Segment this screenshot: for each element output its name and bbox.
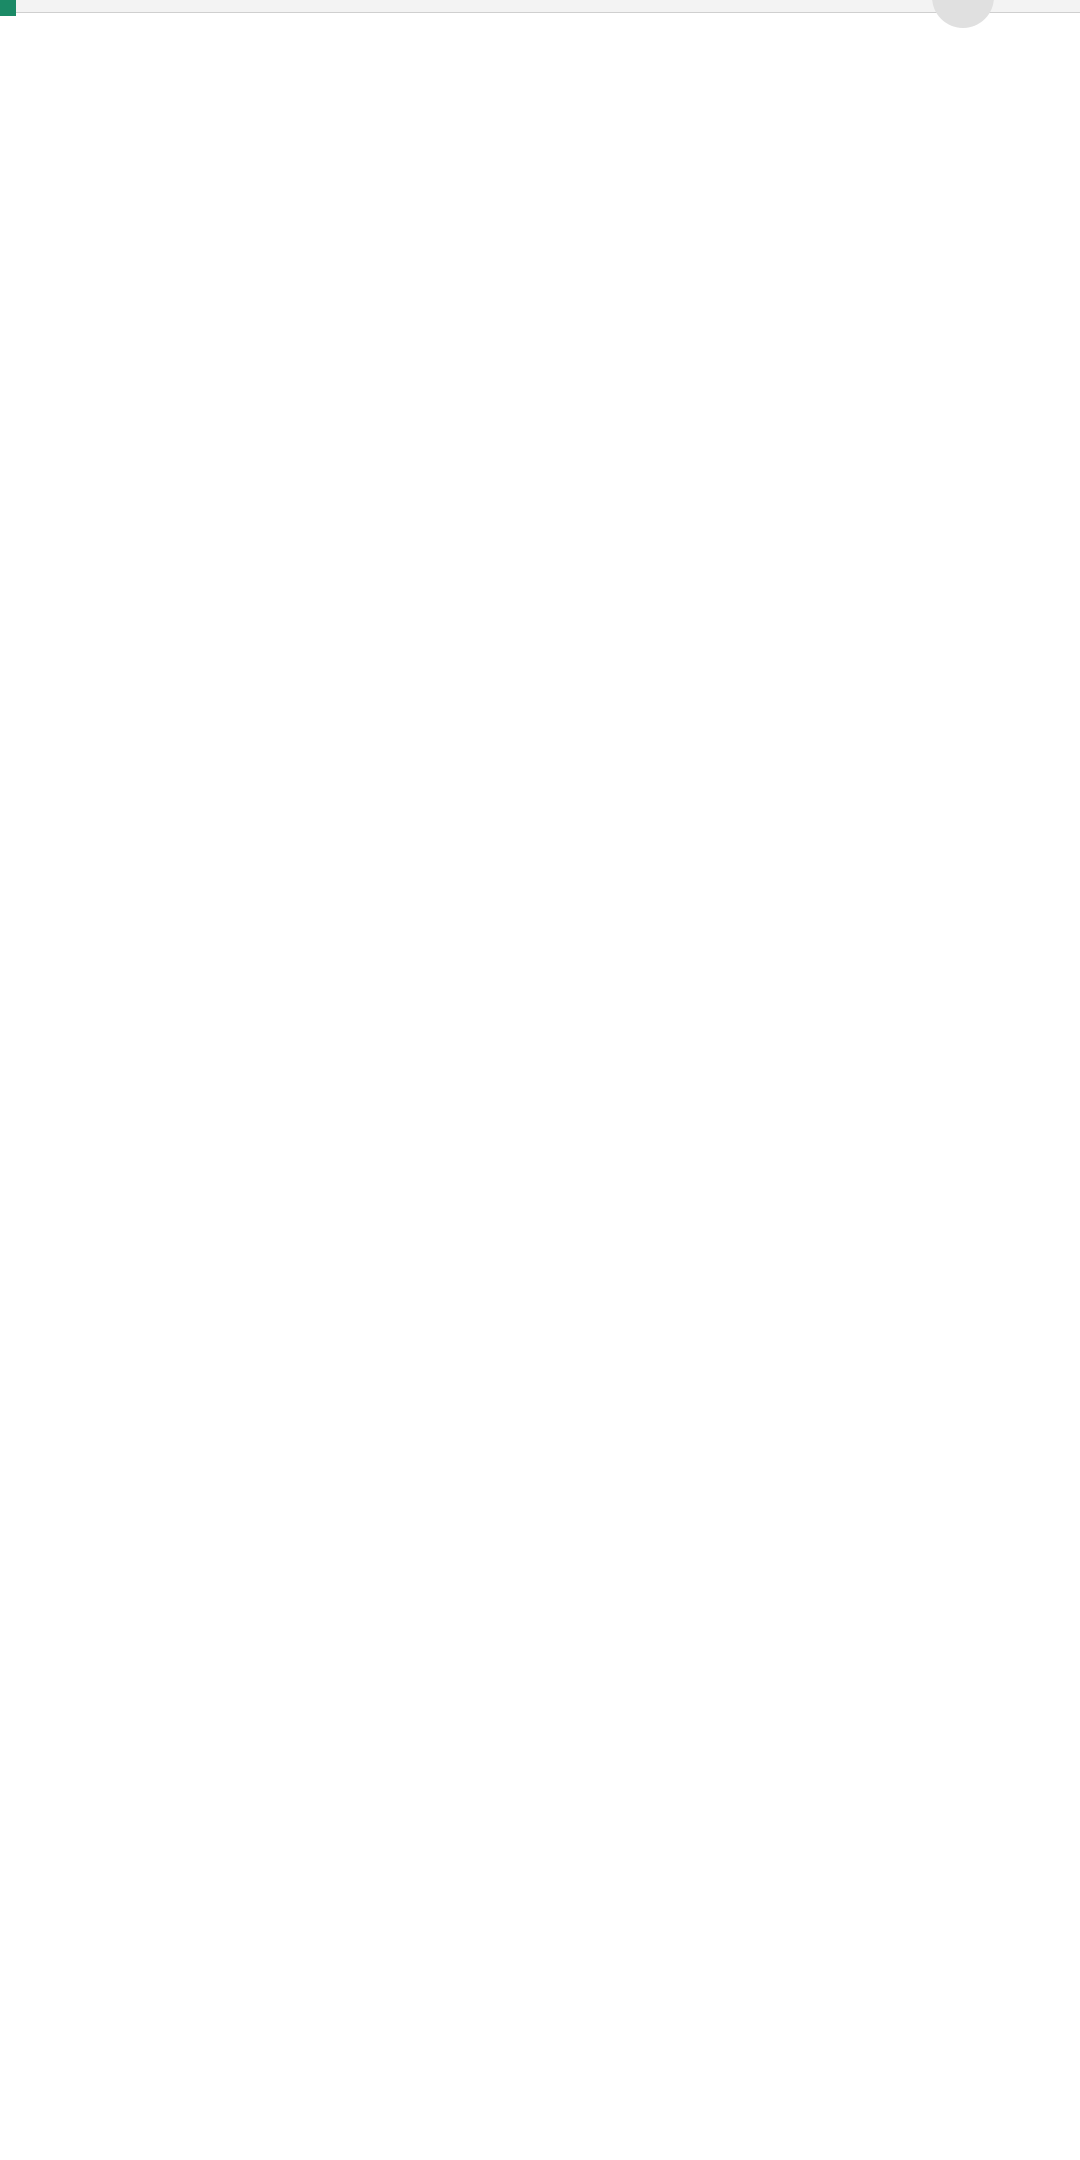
selection-handle-end[interactable]	[0, 0, 16, 16]
column-header-bar	[0, 0, 1080, 13]
overflow-menu-icon[interactable]	[932, 0, 994, 28]
